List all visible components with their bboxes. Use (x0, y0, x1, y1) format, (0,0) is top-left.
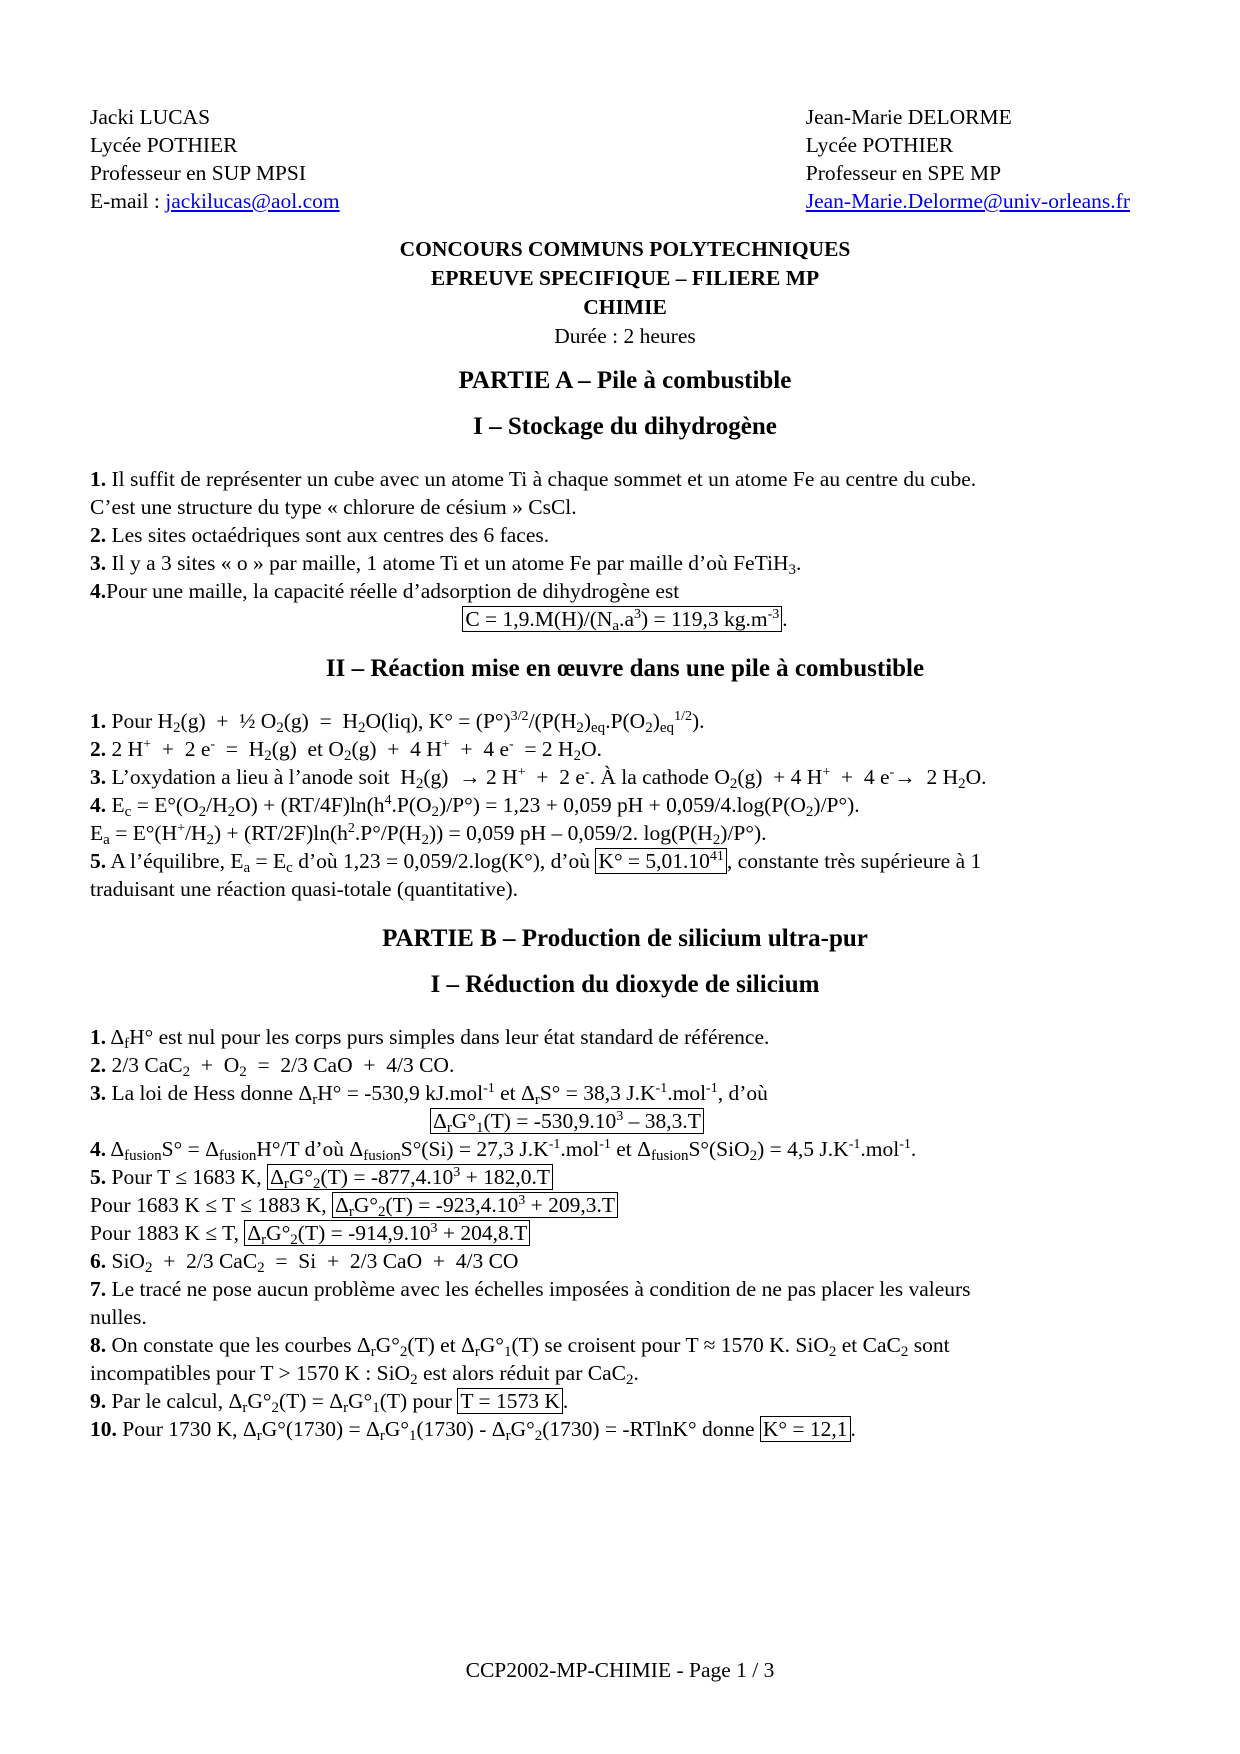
email-link[interactable]: jackilucas@aol.com (165, 189, 340, 213)
answer-item: 4.Pour une maille, la capacité réelle d’adsorption de dihydrogène est (90, 579, 680, 603)
answer-item: $E_a = E^\circ(H^+/H_2) + (RT/2F)\ln(h^2.P^\circ/P(H_2)) = 0,059$ pH – 0,059/2. $\log(P(H_2)/P^\circ)$. (90, 821, 767, 848)
exam-duration: Durée : 2 heures (554, 324, 696, 348)
exam-line: EPREUVE SPECIFIQUE – FILIERE MP (430, 266, 820, 290)
email-label: E-mail : (90, 189, 166, 213)
author-left (90, 103, 340, 215)
document-page (90, 103, 1160, 1443)
answer-item: 10. Pour 1730 K, $\Delta_rG^\circ(1730) = \Delta_rG^\circ_1(1730) - \Delta_rG^\circ_2(1730) = -RTlnK^\circ$ donne K° = 12,1 . (90, 1417, 856, 1444)
author-name: Jacki LUCAS (90, 105, 211, 129)
answer-item: 3. L’oxydation a lieu à l’anode soit $H_2(g) \to 2$ H+ + 2 e-. À la cathode $O_2(g) + 4$ H+ + 4 e-→ 2 $H_2O$. (90, 765, 987, 792)
authors-header (90, 103, 1160, 215)
answer-item: Pour 1883 K ≤ T, $\Delta_rG^\circ_2(T) = -914,9.10^3 + 204,8.T$ (90, 1219, 1160, 1247)
author-school: Lycée POTHIER (805, 133, 954, 157)
author-name: Jean-Marie DELORME (805, 105, 1012, 129)
answer-item: 6. SiO$_2$ + 2/3 CaC$_2$ = Si + 2/3 CaO + 4/3 CO (90, 1249, 519, 1276)
answer-item: C’est une structure du type « chlorure de césium » CsCl. (90, 495, 577, 519)
page-footer: CCP2002-MP-CHIMIE - Page 1 / 3 (465, 1658, 775, 1682)
email-link[interactable]: Jean-Marie.Delorme@univ-orleans.fr (805, 189, 1130, 213)
answers-partA-II (90, 707, 1160, 903)
boxed-result: $\Delta_rG^\circ_1(T) = -530,9.10^3 - 38,3.T$ (90, 1107, 1160, 1135)
author-role: Professeur en SUP MPSI (90, 161, 307, 185)
author-school: Lycée POTHIER (90, 133, 238, 157)
answer-item: 1. Il suffit de représenter un cube avec un atome Ti à chaque sommet et un atome Fe au centre du cube. (90, 467, 977, 491)
answer-item: 1. Pour $H_2(g)$ + ½ $O_2(g) = H_2O(liq)$, $K^\circ = (P^\circ)^{3/2}/(P(H_2)_{eq}.P(O_2)_{eq}^{1/2})$. (90, 709, 705, 736)
answers-partA-I (90, 465, 1160, 633)
answer-item: 1. $\Delta_fH^\circ$ est nul pour les corps purs simples dans leur état standard de référence. (90, 1025, 770, 1052)
answer-item: incompatibles pour T > 1570 K : SiO$_2$ est alors réduit par CaC$_2$. (90, 1361, 639, 1388)
author-right (806, 103, 1130, 215)
answer-item: 3. La loi de Hess donne $\Delta_rH^\circ = -530,9$ kJ.mol$^{-1}$ et $\Delta_rS^\circ = 38,3$ $J.K^{-1}.mol^{-1}$, d’où (90, 1081, 768, 1108)
boxed-result: $C = 1,9.M(H)/(N_a.a^3) = 119,3$ $kg.m^{-3}$ . (90, 605, 1160, 633)
answers-partB-I (90, 1023, 1160, 1443)
part-title: PARTIE A – Pile à combustible (458, 367, 792, 394)
section-title: I – Stockage du dihydrogène (473, 413, 777, 440)
answer-item: 4. $E_c = E^\circ(O_2/H_2O) + (RT/4F)\ln(h^4.P(O_2)/P^\circ) = 1,23 + 0,059$ pH + $0,059/4.\log(P(O_2)/P^\circ)$. (90, 793, 860, 820)
exam-line: CHIMIE (583, 295, 667, 319)
answer-item: 2. 2/3 $CaC_2 + O_2 = 2/3$ CaO + 4/3 CO. (90, 1053, 455, 1080)
answer-item: 9. Par le calcul, $\Delta_rG^\circ_2(T) = \Delta_rG^\circ_1(T)$ pour T = 1573 K . (90, 1389, 569, 1416)
exam-title-block (90, 235, 1160, 351)
answer-item: 2. Les sites octaédriques sont aux centres des 6 faces. (90, 523, 550, 547)
answer-item: 3. Il y a 3 sites « o » par maille, 1 atome Ti et un atome Fe par maille d’où FeTiH$_3$. (90, 551, 802, 578)
answer-item: 8. On constate que les courbes $\Delta_rG^\circ_2(T)$ et $\Delta_rG^\circ_1(T)$ se croisent pour T ≈ 1570 K. SiO$_2$ et CaC$_2$ sont (90, 1333, 950, 1360)
answer-item: Pour 1683 K ≤ T ≤ 1883 K, $\Delta_rG^\circ_2(T) = -923,4.10^3 + 209,3.T$ (90, 1191, 1160, 1219)
answer-item: 7. Le tracé ne pose aucun problème avec les échelles imposées à condition de ne pas placer les valeurs (90, 1277, 971, 1301)
answer-item: 5. A l’équilibre, $E_a = E_c$ d’où 1,23 = 0,059/2.log(K°), d’où $K^\circ = 5,01.10^{41}$ , constante très supérieure à 1 (90, 849, 982, 876)
section-title: I – Réduction du dioxyde de silicium (430, 971, 820, 998)
author-role: Professeur en SPE MP (805, 161, 1002, 185)
answer-item: traduisant une réaction quasi-totale (quantitative). (90, 877, 519, 901)
part-title: PARTIE B – Production de silicium ultra-pur (382, 925, 868, 952)
section-title: II – Réaction mise en œuvre dans une pile à combustible (325, 655, 925, 682)
answer-item: 4. $\Delta_{fusion}S^\circ = \Delta_{fusion}H^\circ/T$ d’où $\Delta_{fusion}S^\circ(Si) = 27,3$ $J.K^{-1}.mol^{-1}$ et $\Delta_{fusion}S^\circ(SiO_2) = 4,5$ $J.K^{-1}.mol^{-1}$. (90, 1137, 917, 1164)
exam-line: CONCOURS COMMUNS POLYTECHNIQUES (399, 237, 851, 261)
answer-item: 2. 2 H+ + 2 $e^- = H_2(g)$ et $O_2(g) + 4$ H+ + 4 e- = 2 $H_2O$. (90, 737, 602, 764)
answer-item: 5. Pour T ≤ 1683 K, $\Delta_rG^\circ_2(T) = -877,4.10^3 + 182,0.T$ (90, 1163, 1160, 1191)
answer-item: nulles. (90, 1305, 147, 1329)
